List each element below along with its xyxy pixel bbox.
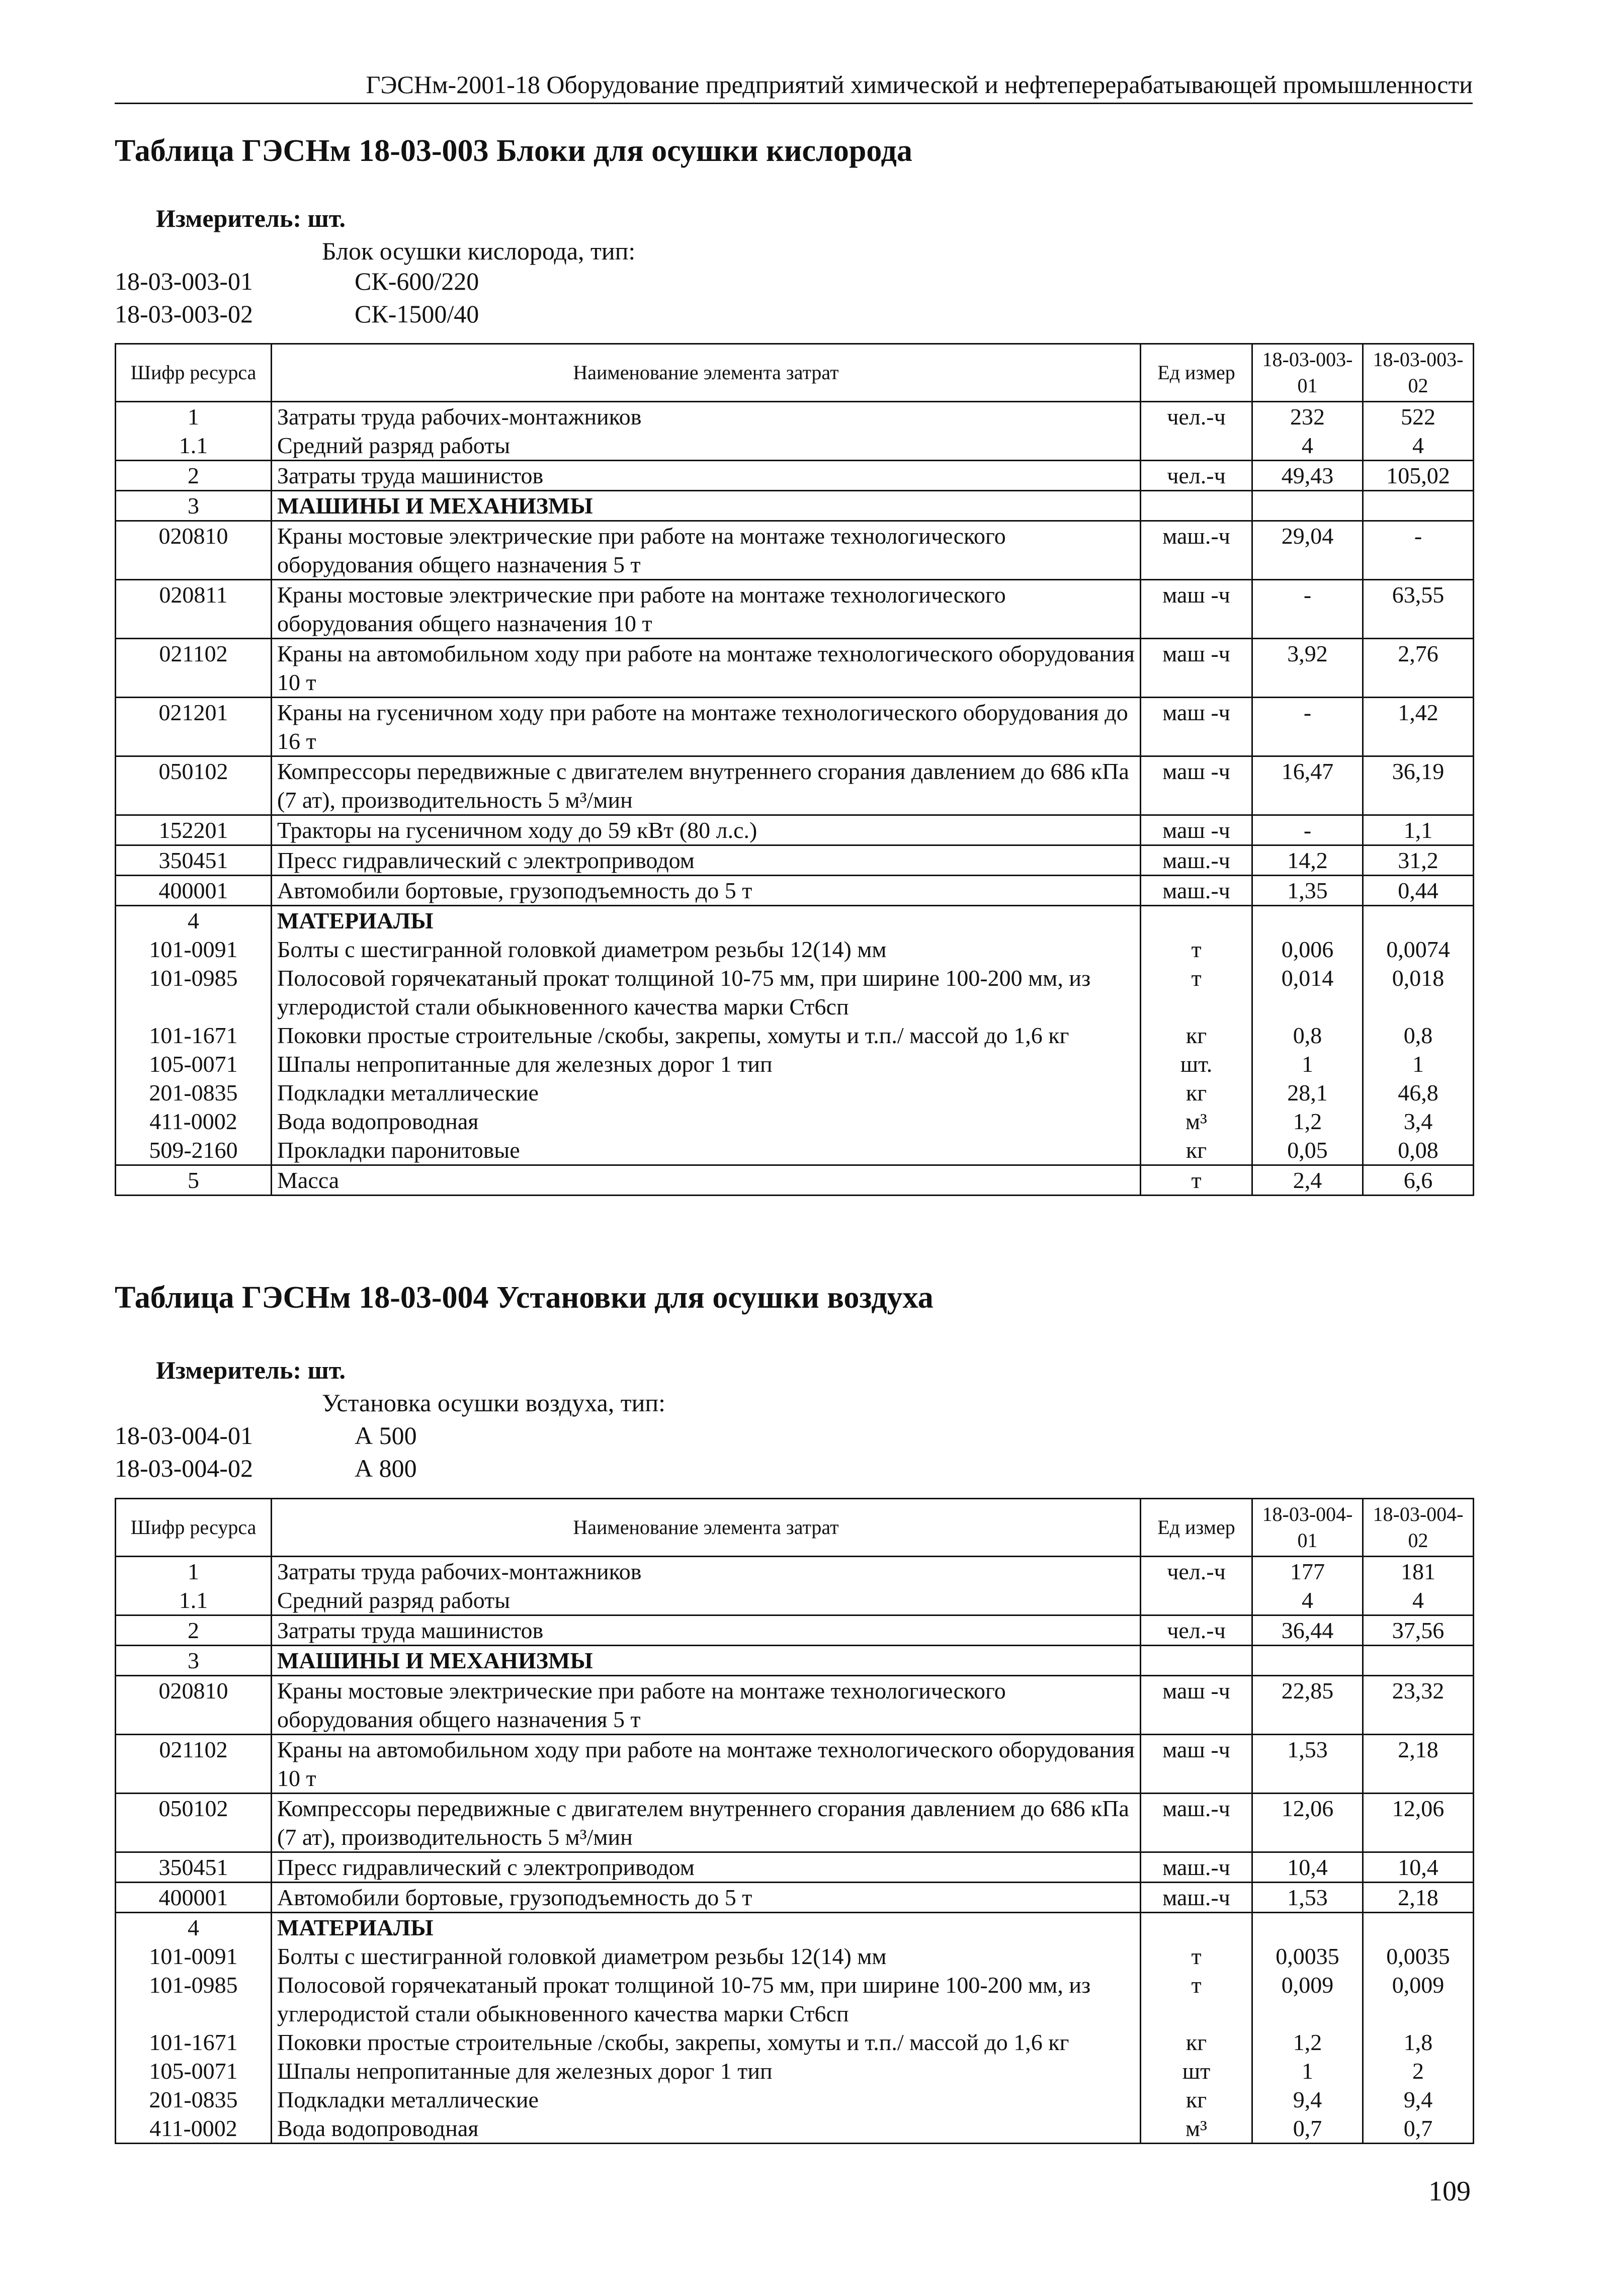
cell-name: Подкладки металлические <box>272 2085 1141 2114</box>
cell-unit: чел.-ч <box>1141 402 1252 432</box>
cell-code: 2 <box>116 461 272 491</box>
table-row <box>116 1165 1474 1196</box>
col-header-code: Шифр ресурса <box>116 344 272 402</box>
cell-value-1: 22,85 <box>1252 1676 1363 1735</box>
cell-value-2: 23,32 <box>1363 1676 1474 1735</box>
cell-unit: т <box>1141 964 1252 1021</box>
col-header-variant-2: 18-03-004-02 <box>1363 1499 1474 1557</box>
col-header-name: Наименование элемента затрат <box>272 344 1141 402</box>
cell-code: 400001 <box>116 876 272 906</box>
cell-code: 3 <box>116 1646 272 1676</box>
cell-code: 152201 <box>116 815 272 845</box>
col-header-unit: Ед измер <box>1141 344 1252 402</box>
col-header-unit: Ед измер <box>1141 1499 1252 1557</box>
table-row <box>116 1107 1474 1136</box>
cell-value-2 <box>1363 906 1474 936</box>
cell-code: 4 <box>116 906 272 936</box>
cell-name: Шпалы непропитанные для железных дорог 1 тип <box>272 1050 1141 1078</box>
variant-code: 18-03-003-02 <box>115 300 253 328</box>
table-row <box>116 1078 1474 1107</box>
cell-unit: маш -ч <box>1141 1676 1252 1735</box>
cell-unit: шт <box>1141 2057 1252 2085</box>
table-row <box>116 1557 1474 1586</box>
cell-unit: т <box>1141 1942 1252 1971</box>
table-row <box>116 845 1474 876</box>
cell-value-1: 0,006 <box>1252 935 1363 964</box>
cell-name: Шпалы непропитанные для железных дорог 1 тип <box>272 2057 1141 2085</box>
cell-unit: м³ <box>1141 1107 1252 1136</box>
cell-name: МАТЕРИАЛЫ <box>272 906 1141 936</box>
cell-unit: кг <box>1141 2028 1252 2057</box>
col-header-name: Наименование элемента затрат <box>272 1499 1141 1557</box>
cell-value-2 <box>1363 1646 1474 1676</box>
table-row <box>116 2114 1474 2144</box>
cell-value-1: 14,2 <box>1252 845 1363 876</box>
table-body <box>116 1557 1474 2144</box>
cell-value-1: 0,05 <box>1252 1136 1363 1165</box>
cell-unit: маш.-ч <box>1141 521 1252 580</box>
cell-value-1: 0,0035 <box>1252 1942 1363 1971</box>
table-row <box>116 1735 1474 1794</box>
meter-line <box>156 204 346 233</box>
table-row <box>116 1942 1474 1971</box>
cell-code: 105-0071 <box>116 1050 272 1078</box>
norms-table <box>115 343 1474 1196</box>
cell-unit: чел.-ч <box>1141 1615 1252 1646</box>
cell-value-2: 6,6 <box>1363 1165 1474 1196</box>
cell-value-2: 31,2 <box>1363 845 1474 876</box>
cell-name: Болты с шестигранной головкой диаметром резьбы 12(14) мм <box>272 1942 1141 1971</box>
cell-unit: т <box>1141 1971 1252 2028</box>
cell-name: МАТЕРИАЛЫ <box>272 1913 1141 1942</box>
cell-code: 1 <box>116 1557 272 1586</box>
table-row <box>116 1794 1474 1852</box>
cell-unit: кг <box>1141 2085 1252 2114</box>
table-row <box>116 1021 1474 1050</box>
cell-value-2: 2 <box>1363 2057 1474 2085</box>
cell-unit: маш -ч <box>1141 815 1252 845</box>
cell-unit: т <box>1141 1165 1252 1196</box>
cell-unit: маш -ч <box>1141 580 1252 639</box>
cell-code: 020810 <box>116 521 272 580</box>
meter-value: шт. <box>307 1356 346 1384</box>
table-row <box>116 1615 1474 1646</box>
cell-value-2: 37,56 <box>1363 1615 1474 1646</box>
cell-value-1: 1,35 <box>1252 876 1363 906</box>
cell-value-2: 1,8 <box>1363 2028 1474 2057</box>
cell-unit: кг <box>1141 1021 1252 1050</box>
cell-value-1: 4 <box>1252 431 1363 461</box>
item-caption: Установка осушки воздуха, тип: <box>322 1389 666 1417</box>
cell-name: Автомобили бортовые, грузоподъемность до 5 т <box>272 876 1141 906</box>
cell-value-2: - <box>1363 521 1474 580</box>
cell-name: Полосовой горячекатаный прокат толщиной 10-75 мм, при ширине 100-200 мм, из углеродистой стали обыкновенного качества марки Ст6сп <box>272 1971 1141 2028</box>
table-row <box>116 639 1474 698</box>
cell-value-2: 36,19 <box>1363 756 1474 815</box>
cell-name: Пресс гидравлический с электроприводом <box>272 845 1141 876</box>
cell-name: Затраты труда рабочих-монтажников <box>272 1557 1141 1586</box>
table-row <box>116 815 1474 845</box>
cell-value-2: 0,08 <box>1363 1136 1474 1165</box>
cell-code: 021201 <box>116 698 272 756</box>
cell-value-1: 1,2 <box>1252 2028 1363 2057</box>
variant-name: А 800 <box>355 1454 417 1482</box>
cell-value-2: 2,18 <box>1363 1735 1474 1794</box>
cell-code: 5 <box>116 1165 272 1196</box>
cell-value-1: 12,06 <box>1252 1794 1363 1852</box>
cell-value-1: 1,2 <box>1252 1107 1363 1136</box>
cell-name: Краны на автомобильном ходу при работе на монтаже технологического оборудования 10 т <box>272 639 1141 698</box>
cell-value-1: 36,44 <box>1252 1615 1363 1646</box>
cell-unit <box>1141 431 1252 461</box>
table-row <box>116 521 1474 580</box>
cell-value-1: - <box>1252 698 1363 756</box>
cell-value-1 <box>1252 1913 1363 1942</box>
cell-code: 350451 <box>116 1852 272 1883</box>
cell-value-1: - <box>1252 815 1363 845</box>
cell-unit: маш.-ч <box>1141 1794 1252 1852</box>
cell-value-2: 46,8 <box>1363 1078 1474 1107</box>
col-header-variant-1: 18-03-003-01 <box>1252 344 1363 402</box>
cell-value-1: 0,7 <box>1252 2114 1363 2144</box>
cell-value-1 <box>1252 906 1363 936</box>
cell-code: 021102 <box>116 639 272 698</box>
cell-code: 050102 <box>116 756 272 815</box>
cell-code: 4 <box>116 1913 272 1942</box>
cell-value-1: 16,47 <box>1252 756 1363 815</box>
table-row <box>116 1676 1474 1735</box>
variant-code: 18-03-004-01 <box>115 1421 253 1450</box>
table-row <box>116 876 1474 906</box>
cell-value-1: 1,53 <box>1252 1735 1363 1794</box>
table-row <box>116 2057 1474 2085</box>
meter-line <box>156 1355 346 1385</box>
cell-name: Прокладки паронитовые <box>272 1136 1141 1165</box>
cell-unit: т <box>1141 935 1252 964</box>
cell-value-1: 232 <box>1252 402 1363 432</box>
cell-name: Болты с шестигранной головкой диаметром резьбы 12(14) мм <box>272 935 1141 964</box>
cell-code: 101-0091 <box>116 1942 272 1971</box>
cell-unit: кг <box>1141 1078 1252 1107</box>
cell-code: 411-0002 <box>116 1107 272 1136</box>
cell-code: 050102 <box>116 1794 272 1852</box>
cell-unit: маш -ч <box>1141 698 1252 756</box>
page-number: 109 <box>1428 2176 1471 2207</box>
item-caption: Блок осушки кислорода, тип: <box>322 237 636 265</box>
col-header-variant-2: 18-03-003-02 <box>1363 344 1474 402</box>
cell-code: 411-0002 <box>116 2114 272 2144</box>
cell-name: Краны мостовые электрические при работе на монтаже технологического оборудования общего назначения 5 т <box>272 1676 1141 1735</box>
cell-unit: чел.-ч <box>1141 1557 1252 1586</box>
cell-name: Краны мостовые электрические при работе на монтаже технологического оборудования общего назначения 5 т <box>272 521 1141 580</box>
cell-name: Краны на гусеничном ходу при работе на монтаже технологического оборудования до 16 т <box>272 698 1141 756</box>
cell-name: Автомобили бортовые, грузоподъемность до 5 т <box>272 1883 1141 1913</box>
cell-unit <box>1141 906 1252 936</box>
cell-value-2: 105,02 <box>1363 461 1474 491</box>
meter-label: Измеритель: <box>156 204 302 232</box>
cell-value-2: 1 <box>1363 1050 1474 1078</box>
cell-code: 3 <box>116 491 272 521</box>
cell-code: 1.1 <box>116 1586 272 1615</box>
cell-value-2: 0,7 <box>1363 2114 1474 2144</box>
cell-value-2: 181 <box>1363 1557 1474 1586</box>
table-row <box>116 1883 1474 1913</box>
cell-value-1: 1 <box>1252 1050 1363 1078</box>
cell-value-2: 522 <box>1363 402 1474 432</box>
cell-value-1: 0,014 <box>1252 964 1363 1021</box>
cell-unit: маш.-ч <box>1141 845 1252 876</box>
cell-value-1: 10,4 <box>1252 1852 1363 1883</box>
table-row <box>116 2028 1474 2057</box>
cell-code: 1.1 <box>116 431 272 461</box>
table-row <box>116 491 1474 521</box>
cell-value-1: 177 <box>1252 1557 1363 1586</box>
meter-value: шт. <box>307 204 346 232</box>
cell-code: 020811 <box>116 580 272 639</box>
cell-value-2: 0,0035 <box>1363 1942 1474 1971</box>
cell-value-2: 0,0074 <box>1363 935 1474 964</box>
cell-value-2: 12,06 <box>1363 1794 1474 1852</box>
cell-unit <box>1141 1586 1252 1615</box>
cell-value-2: 0,009 <box>1363 1971 1474 2028</box>
table-row <box>116 1913 1474 1942</box>
cell-unit: маш -ч <box>1141 756 1252 815</box>
cell-unit <box>1141 1913 1252 1942</box>
col-header-code: Шифр ресурса <box>116 1499 272 1557</box>
cell-value-2: 63,55 <box>1363 580 1474 639</box>
cell-code: 101-0091 <box>116 935 272 964</box>
table-header-row <box>116 1499 1474 1557</box>
cell-name: Вода водопроводная <box>272 2114 1141 2144</box>
cell-value-2 <box>1363 1913 1474 1942</box>
table-row <box>116 935 1474 964</box>
cell-code: 020810 <box>116 1676 272 1735</box>
cell-name: Средний разряд работы <box>272 431 1141 461</box>
table-row <box>116 2085 1474 2114</box>
cell-value-2: 10,4 <box>1363 1852 1474 1883</box>
cell-code: 101-1671 <box>116 2028 272 2057</box>
cell-code: 101-0985 <box>116 1971 272 2028</box>
cell-code: 101-0985 <box>116 964 272 1021</box>
table-row <box>116 461 1474 491</box>
table-row <box>116 1586 1474 1615</box>
cell-value-1: 9,4 <box>1252 2085 1363 2114</box>
cell-value-1: 29,04 <box>1252 521 1363 580</box>
cell-unit <box>1141 1646 1252 1676</box>
cell-name: Затраты труда машинистов <box>272 461 1141 491</box>
variant-code: 18-03-003-01 <box>115 267 253 295</box>
cell-name: Тракторы на гусеничном ходу до 59 кВт (80 л.с.) <box>272 815 1141 845</box>
cell-code: 509-2160 <box>116 1136 272 1165</box>
cell-code: 101-1671 <box>116 1021 272 1050</box>
cell-unit: м³ <box>1141 2114 1252 2144</box>
cell-name: Краны на автомобильном ходу при работе на монтаже технологического оборудования 10 т <box>272 1735 1141 1794</box>
cell-name: Затраты труда машинистов <box>272 1615 1141 1646</box>
cell-value-2: 0,44 <box>1363 876 1474 906</box>
cell-code: 201-0835 <box>116 2085 272 2114</box>
col-header-variant-1: 18-03-004-01 <box>1252 1499 1363 1557</box>
cell-value-2: 2,18 <box>1363 1883 1474 1913</box>
cell-code: 1 <box>116 402 272 432</box>
cell-name: Подкладки металлические <box>272 1078 1141 1107</box>
cell-value-1: 0,8 <box>1252 1021 1363 1050</box>
table-row <box>116 1646 1474 1676</box>
cell-unit: маш -ч <box>1141 1735 1252 1794</box>
cell-unit: шт. <box>1141 1050 1252 1078</box>
cell-unit: маш -ч <box>1141 639 1252 698</box>
variant-name: СК-1500/40 <box>355 300 479 328</box>
cell-value-1 <box>1252 1646 1363 1676</box>
table-header-row <box>116 344 1474 402</box>
page-header: ГЭСНм-2001-18 Оборудование предприятий химической и нефтеперерабатывающей промышленности <box>115 69 1473 104</box>
table-row <box>116 906 1474 936</box>
cell-code: 201-0835 <box>116 1078 272 1107</box>
cell-name: Пресс гидравлический с электроприводом <box>272 1852 1141 1883</box>
cell-name: МАШИНЫ И МЕХАНИЗМЫ <box>272 491 1141 521</box>
cell-name: Компрессоры передвижные с двигателем внутреннего сгорания давлением до 686 кПа (7 ат), производительность 5 м³/мин <box>272 1794 1141 1852</box>
norms-table <box>115 1498 1474 2144</box>
variant-name: А 500 <box>355 1421 417 1450</box>
cell-value-1: 49,43 <box>1252 461 1363 491</box>
table-row <box>116 964 1474 1021</box>
table-body <box>116 402 1474 1196</box>
table-row <box>116 1852 1474 1883</box>
cell-value-2: 1,1 <box>1363 815 1474 845</box>
cell-value-2: 4 <box>1363 431 1474 461</box>
cell-unit: маш.-ч <box>1141 876 1252 906</box>
cell-value-2: 4 <box>1363 1586 1474 1615</box>
cell-value-1: 28,1 <box>1252 1078 1363 1107</box>
cell-name: Вода водопроводная <box>272 1107 1141 1136</box>
cell-name: МАШИНЫ И МЕХАНИЗМЫ <box>272 1646 1141 1676</box>
cell-value-2: 0,8 <box>1363 1021 1474 1050</box>
table-row <box>116 580 1474 639</box>
cell-value-1: 1 <box>1252 2057 1363 2085</box>
cell-name: Поковки простые строительные /скобы, закрепы, хомуты и т.п./ массой до 1,6 кг <box>272 2028 1141 2057</box>
cell-code: 105-0071 <box>116 2057 272 2085</box>
cell-code: 021102 <box>116 1735 272 1794</box>
cell-unit <box>1141 491 1252 521</box>
cell-value-2: 0,018 <box>1363 964 1474 1021</box>
cell-code: 350451 <box>116 845 272 876</box>
variant-code: 18-03-004-02 <box>115 1454 253 1482</box>
table-row <box>116 698 1474 756</box>
cell-value-1: 3,92 <box>1252 639 1363 698</box>
table-row <box>116 402 1474 432</box>
cell-value-2 <box>1363 491 1474 521</box>
cell-code: 400001 <box>116 1883 272 1913</box>
table-row <box>116 431 1474 461</box>
cell-name: Поковки простые строительные /скобы, закрепы, хомуты и т.п./ массой до 1,6 кг <box>272 1021 1141 1050</box>
cell-unit: чел.-ч <box>1141 461 1252 491</box>
cell-value-1: 0,009 <box>1252 1971 1363 2028</box>
table-row <box>116 1971 1474 2028</box>
cell-name: Полосовой горячекатаный прокат толщиной 10-75 мм, при ширине 100-200 мм, из углеродистой стали обыкновенного качества марки Ст6сп <box>272 964 1141 1021</box>
cell-value-1: 4 <box>1252 1586 1363 1615</box>
cell-name: Компрессоры передвижные с двигателем внутреннего сгорания давлением до 686 кПа (7 ат), производительность 5 м³/мин <box>272 756 1141 815</box>
table-row <box>116 756 1474 815</box>
cell-unit: кг <box>1141 1136 1252 1165</box>
variant-name: СК-600/220 <box>355 267 479 295</box>
table-row <box>116 1050 1474 1078</box>
table-row <box>116 1136 1474 1165</box>
cell-value-2: 2,76 <box>1363 639 1474 698</box>
cell-name: Краны мостовые электрические при работе на монтаже технологического оборудования общего назначения 10 т <box>272 580 1141 639</box>
cell-value-1: - <box>1252 580 1363 639</box>
cell-name: Масса <box>272 1165 1141 1196</box>
table-title: Таблица ГЭСНм 18-03-004 Установки для осушки воздуха <box>115 1281 934 1315</box>
cell-value-1 <box>1252 491 1363 521</box>
meter-label: Измеритель: <box>156 1356 302 1384</box>
cell-code: 2 <box>116 1615 272 1646</box>
cell-value-2: 9,4 <box>1363 2085 1474 2114</box>
cell-name: Средний разряд работы <box>272 1586 1141 1615</box>
cell-value-1: 1,53 <box>1252 1883 1363 1913</box>
cell-value-2: 1,42 <box>1363 698 1474 756</box>
cell-unit: маш.-ч <box>1141 1852 1252 1883</box>
cell-unit: маш.-ч <box>1141 1883 1252 1913</box>
cell-name: Затраты труда рабочих-монтажников <box>272 402 1141 432</box>
cell-value-1: 2,4 <box>1252 1165 1363 1196</box>
table-title: Таблица ГЭСНм 18-03-003 Блоки для осушки кислорода <box>115 134 912 168</box>
cell-value-2: 3,4 <box>1363 1107 1474 1136</box>
